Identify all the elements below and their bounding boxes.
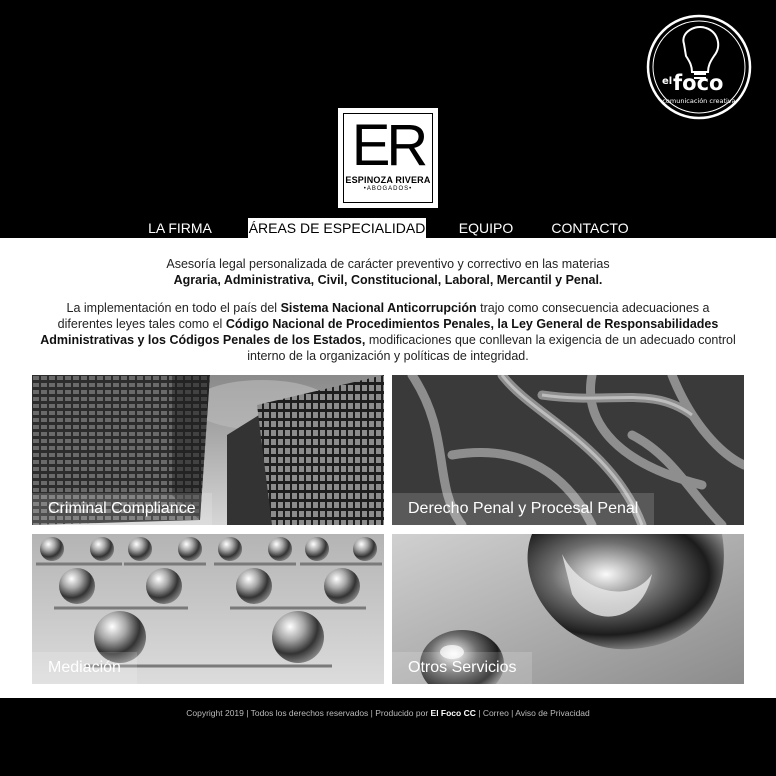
copyright-text: Copyright 2019 | Todos los derechos reservados | Producido por xyxy=(186,708,431,718)
logo-mark: ER xyxy=(351,113,425,178)
logo-subtitle: •ABOGADOS• xyxy=(363,186,413,192)
service-tile-otros-servicios[interactable] xyxy=(392,534,744,684)
el-foco-logo xyxy=(646,14,752,120)
nav-item-equipo[interactable]: EQUIPO xyxy=(458,220,514,236)
logo-firm-name: ESPINOZA RIVERA xyxy=(345,175,431,185)
footer-line xyxy=(0,708,776,718)
service-tile-label: Mediación xyxy=(32,652,137,684)
site-footer xyxy=(0,698,776,776)
nav-item-la-firma[interactable]: LA FIRMA xyxy=(148,220,212,236)
producer-link[interactable]: El Foco CC xyxy=(430,708,476,718)
logo-frame xyxy=(343,113,433,203)
site-header xyxy=(0,0,776,238)
badge-brand-small: el xyxy=(662,76,673,87)
intro-text: trajo como consecuencia adecuaciones a diferentes leyes tales como el xyxy=(57,301,710,331)
service-tile-mediacion[interactable] xyxy=(32,534,384,684)
main-content xyxy=(0,238,776,698)
service-tile-label: Otros Servicios xyxy=(392,652,532,684)
service-tile-criminal-compliance[interactable] xyxy=(32,375,384,525)
intro-paragraph-2 xyxy=(40,300,736,364)
footer-separator: | xyxy=(508,708,516,718)
intro-text: Asesoría legal personalizada de carácter preventivo y correctivo en las materias xyxy=(166,257,610,271)
service-tile-label: Criminal Compliance xyxy=(32,493,212,525)
intro-highlight: Sistema Nacional Anticorrupción xyxy=(280,301,477,315)
intro-text: modificaciones que conllevan la exigencia de un adecuado control interno de la organización y políticas de integridad. xyxy=(247,333,736,363)
nav-item-contacto[interactable]: CONTACTO xyxy=(551,220,629,236)
intro-highlight: Código Nacional de Procedimientos Penales, la Ley General de Responsabilidades Administrativas y los Códigos Penales de los Estados, xyxy=(40,317,719,347)
privacy-link[interactable]: Aviso de Privacidad xyxy=(515,708,590,718)
el-foco-badge[interactable] xyxy=(646,14,752,120)
mail-link[interactable]: Correo xyxy=(482,708,509,718)
badge-tagline: comunicación creativa xyxy=(662,97,736,105)
service-tile-derecho-penal[interactable] xyxy=(392,375,744,525)
intro-text: La implementación en todo el país del xyxy=(66,301,281,315)
intro-paragraph-1 xyxy=(40,256,736,288)
intro-specialties: Agraria, Administrativa, Civil, Constitucional, Laboral, Mercantil y Penal. xyxy=(173,273,603,287)
badge-brand-main: foco xyxy=(673,71,724,95)
main-nav xyxy=(0,218,776,238)
service-tile-label: Derecho Penal y Procesal Penal xyxy=(392,493,654,525)
footer-separator: | xyxy=(475,708,483,718)
er-logo[interactable] xyxy=(338,108,438,208)
nav-item-areas-de-especialidad[interactable]: ÁREAS DE ESPECIALIDAD xyxy=(248,220,426,236)
